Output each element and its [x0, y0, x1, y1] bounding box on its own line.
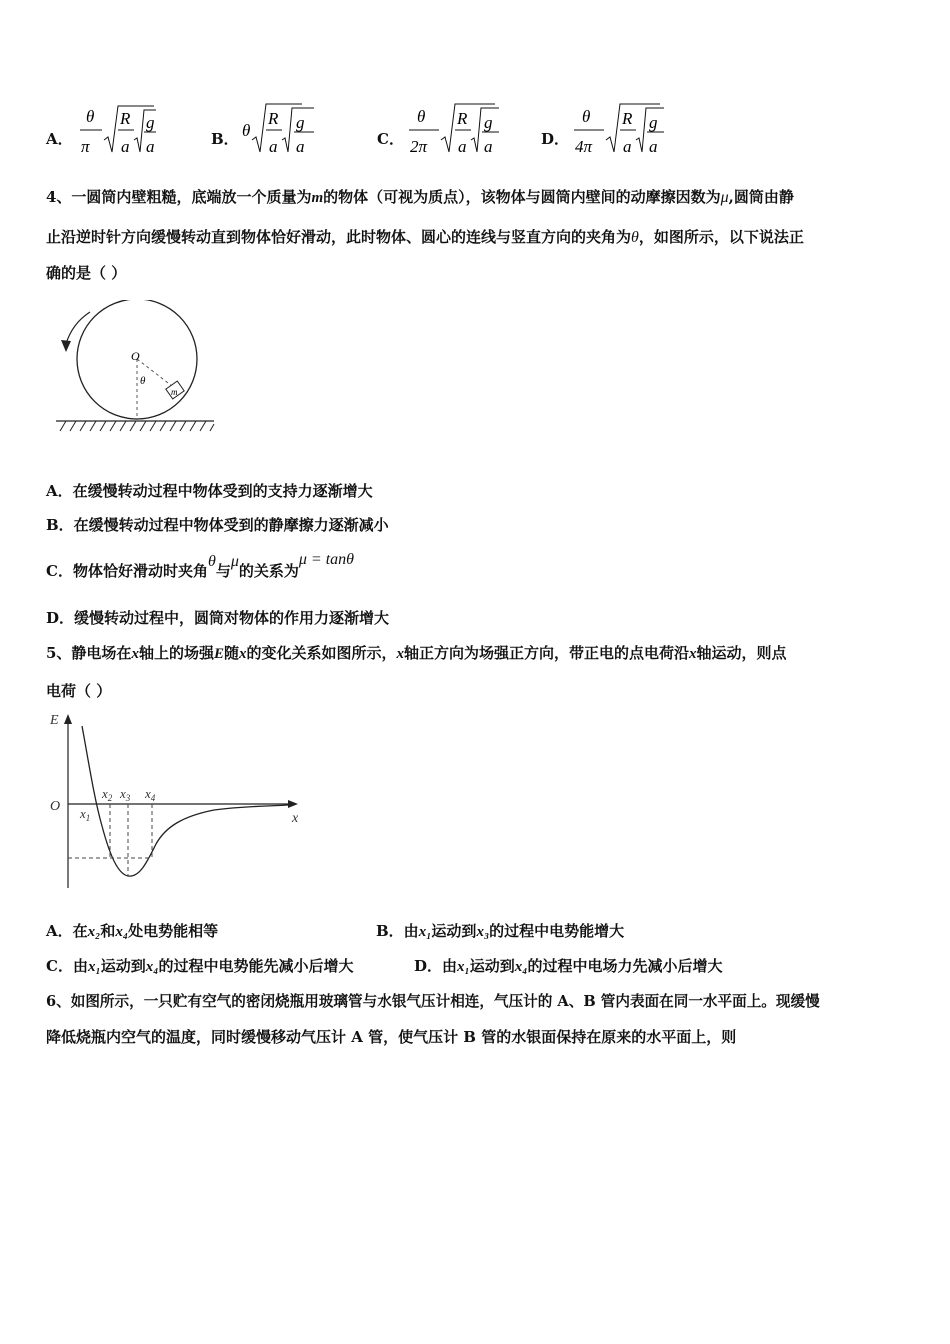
q6-line-1: 6、如图所示，一只贮有空气的密闭烧瓶用玻璃管与水银气压计相连，气压计的 A、B 管内表面在同一水平面上。现缓慢: [46, 993, 820, 1010]
y-axis-label: E: [50, 713, 59, 728]
q3-option-c-formula: [405, 100, 505, 160]
q3-option-a-label: A．: [46, 130, 73, 148]
q3d-a2: a: [649, 137, 658, 156]
q3-option-d-label: D．: [541, 130, 570, 148]
ground-hatching: [60, 421, 214, 431]
q3a-pi: π: [81, 137, 90, 156]
x-axis-label: x: [292, 811, 299, 826]
q3c-g: g: [484, 113, 493, 132]
q3b-theta: θ: [242, 121, 251, 140]
angle-label: θ: [140, 375, 146, 387]
q4-option-b: B．在缓慢转动过程中物体受到的静摩擦力逐渐减小: [46, 516, 389, 534]
q4c-mu: μ: [230, 553, 239, 570]
q4c-theta: θ: [207, 553, 216, 570]
field-curve: [82, 726, 288, 876]
q3a-a1: a: [121, 137, 130, 156]
q3c-2pi: 2π: [410, 137, 428, 156]
x1-label: $x_1$: [80, 806, 91, 823]
q5-option-d: D．由x₁运动到x₄的过程中电场力先减小后增大: [414, 957, 723, 975]
q3a-a2: a: [146, 137, 155, 156]
q3b-g: g: [296, 113, 305, 132]
q4-option-c: C．物体恰好滑动时夹角θ与μ的关系为μ = tanθ: [46, 551, 355, 580]
q4-line-3: 确的是（ ）: [46, 264, 127, 282]
q3c-a1: a: [458, 137, 467, 156]
q4-option-d: D．缓慢转动过程中，圆筒对物体的作用力逐渐增大: [46, 609, 390, 627]
q5-line-2: 电荷（ ）: [46, 682, 112, 700]
q4c-formula: μ = tanθ: [298, 551, 355, 568]
center-label: O: [131, 349, 140, 363]
q3-option-c-label: C．: [377, 130, 404, 148]
q3b-a1: a: [269, 137, 278, 156]
q3-option-d-formula: [570, 100, 670, 160]
block-label: m: [171, 387, 178, 397]
q3b-a2: a: [296, 137, 305, 156]
q5-line-1: 5、静电场在x轴上的场强E随x的变化关系如图所示，x轴正方向为场强正方向，带正电的点电荷沿x轴运动，则点: [46, 644, 787, 662]
q3c-theta: θ: [417, 107, 426, 126]
x4-label: $x_4$: [145, 786, 156, 803]
q3d-a1: a: [623, 137, 632, 156]
q3d-g: g: [649, 113, 658, 132]
q4-mu-symbol: μ: [720, 189, 729, 206]
q3c-R: R: [457, 109, 468, 128]
q3c-a2: a: [484, 137, 493, 156]
origin-label: O: [50, 799, 61, 814]
q5-option-c: C．由x₁运动到x₄的过程中电势能先减小后增大: [46, 957, 354, 975]
q4-line-1: 4、一圆筒内壁粗糙，底端放一个质量为m的物体（可视为质点），该物体与圆筒内壁间的动摩擦因数为μ,圆筒由静: [46, 188, 794, 206]
q3a-R: R: [120, 109, 131, 128]
q3b-R: R: [268, 109, 279, 128]
x2-label: $x_2$: [102, 786, 113, 803]
q3-option-b-formula: [238, 100, 323, 160]
q5-option-b: B．由x₁运动到x₃的过程中电势能增大: [376, 922, 625, 940]
q5-field-graph: [44, 708, 314, 893]
q3d-4pi: 4π: [575, 137, 593, 156]
q4-cylinder-figure: [50, 300, 220, 440]
q3-option-a-formula: [74, 100, 169, 160]
rotation-arrow-icon: [66, 312, 90, 344]
q3d-theta: θ: [582, 107, 591, 126]
q4-theta-symbol: θ: [631, 229, 639, 246]
q5-option-a: A．在x₂和x₄处电势能相等: [46, 922, 219, 940]
q4-option-a: A．在缓慢转动过程中物体受到的支持力逐渐增大: [46, 482, 373, 500]
q4-mass-symbol: m: [311, 190, 324, 206]
q3a-theta: θ: [86, 107, 95, 126]
q4-line-2: 止沿逆时针方向缓慢转动直到物体恰好滑动，此时物体、圆心的连线与竖直方向的夹角为θ，如图所示，以下说法正: [46, 228, 804, 246]
q6-line-2: 降低烧瓶内空气的温度，同时缓慢移动气压计 A 管，使气压计 B 管的水银面保持在原来的水平面上，则: [46, 1028, 737, 1046]
q3d-R: R: [622, 109, 633, 128]
q3a-g: g: [146, 113, 155, 132]
x3-label: $x_3$: [120, 786, 131, 803]
q3-option-b-label: B．: [211, 130, 239, 148]
